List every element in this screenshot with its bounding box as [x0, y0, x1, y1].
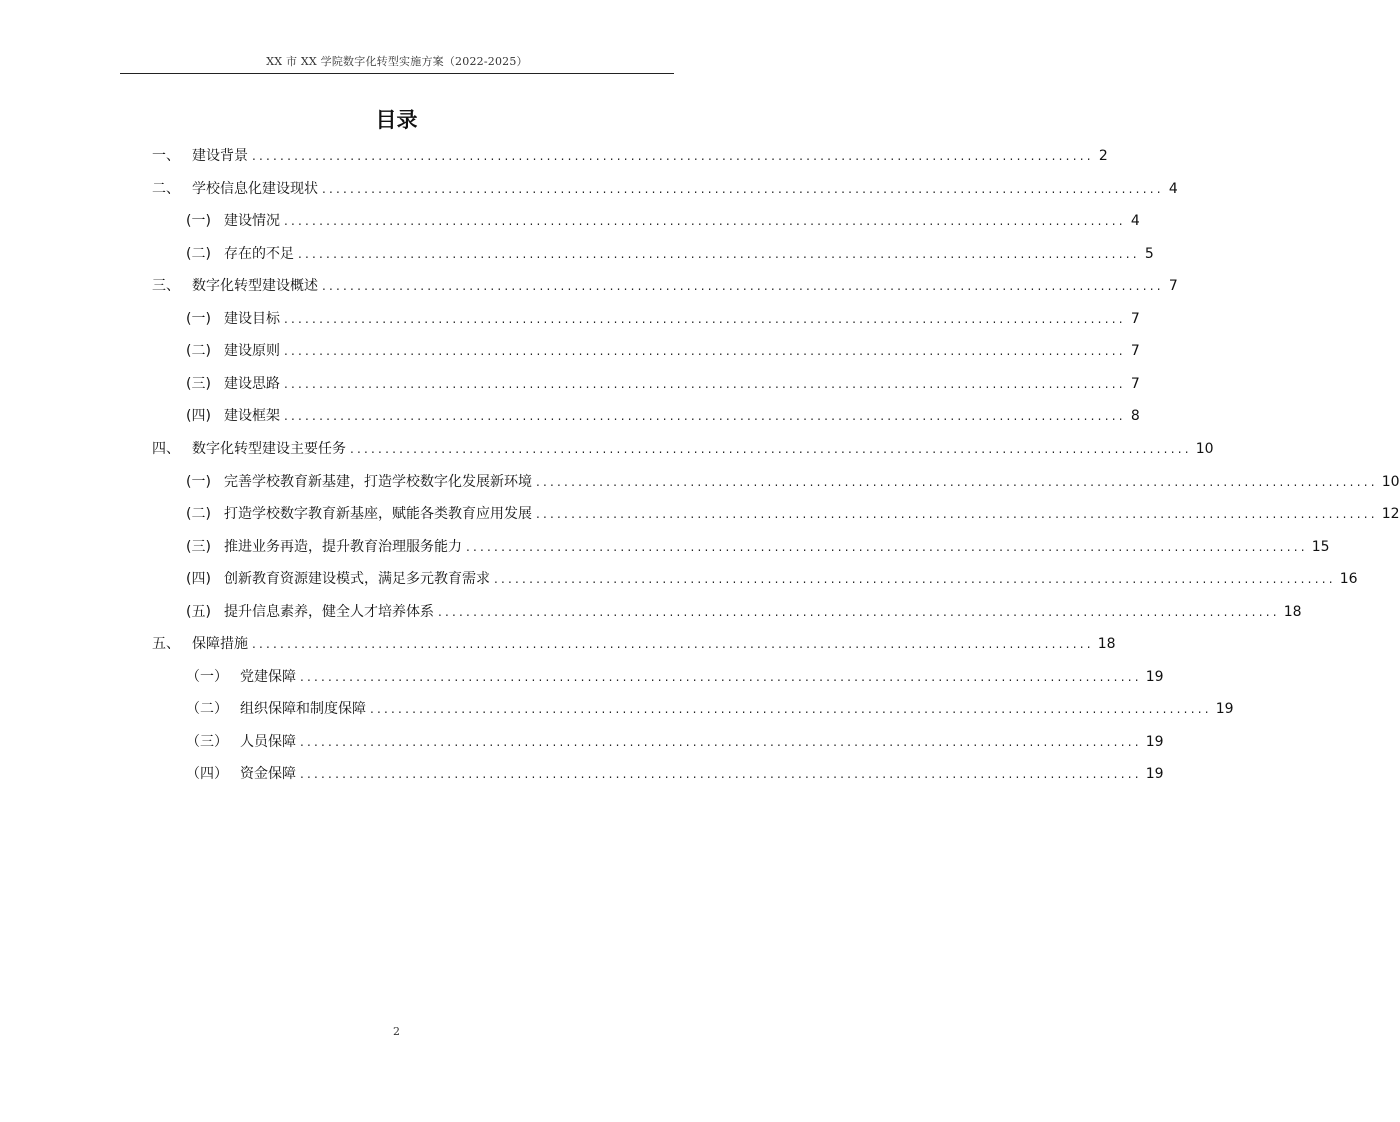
toc-entry-page: 8 [1130, 408, 1140, 425]
toc-entry[interactable] [186, 667, 1164, 687]
toc-entry[interactable] [152, 439, 1214, 459]
toc-entry-label: 建设思路 [224, 375, 280, 392]
toc-entry[interactable] [152, 179, 1178, 199]
toc-entry-number: 三、 [152, 278, 180, 295]
toc-entry-label: 存在的不足 [224, 245, 294, 262]
toc-dot-leader: ........................................................................................................................ [466, 539, 1308, 554]
toc-dot-leader: ........................................................................................................................ [370, 702, 1212, 717]
toc-entry-label: 组织保障和制度保障 [240, 701, 366, 718]
toc-entry-page: 15 [1311, 538, 1330, 555]
toc-entry-page: 16 [1339, 571, 1358, 588]
toc-dot-leader: ........................................................................................................................ [300, 734, 1142, 749]
toc-entry-label: 数字化转型建设概述 [192, 278, 318, 295]
toc-entry-page: 7 [1130, 375, 1140, 392]
toc-entry-number: (二) [186, 506, 211, 523]
toc-dot-leader: ........................................................................................................................ [536, 474, 1378, 489]
toc-entry-label: 人员保障 [240, 733, 296, 750]
toc-entry-page: 19 [1145, 668, 1164, 685]
toc-entry-number: (一) [186, 213, 211, 230]
toc-entry-page: 18 [1283, 603, 1302, 620]
toc-dot-leader: ........................................................................................................................ [494, 572, 1336, 587]
toc-entry[interactable] [186, 504, 1400, 524]
header-divider [120, 73, 674, 74]
toc-dot-leader: ........................................................................................................................ [350, 441, 1192, 456]
toc-dot-leader: ........................................................................................................................ [284, 376, 1126, 391]
toc-entry[interactable] [186, 406, 1140, 426]
toc-entry-label: 建设原则 [224, 343, 280, 360]
toc-entry-number: (四) [186, 408, 211, 425]
toc-dot-leader: ........................................................................................................................ [284, 214, 1126, 229]
toc-entry[interactable] [186, 732, 1164, 752]
toc-entry[interactable] [186, 764, 1164, 784]
toc-entry[interactable] [186, 341, 1140, 361]
toc-dot-leader: ........................................................................................................................ [322, 279, 1164, 294]
toc-entry[interactable] [186, 699, 1234, 719]
toc-entry-number: (四) [186, 571, 211, 588]
toc-dot-leader: ........................................................................................................................ [298, 246, 1140, 261]
toc-entry[interactable] [186, 569, 1358, 589]
toc-entry-number: (二) [186, 245, 211, 262]
toc-entry-number: （一） [186, 668, 228, 685]
toc-entry-page: 4 [1130, 213, 1140, 230]
toc-entry-page: 12 [1381, 506, 1400, 523]
toc-entry-number: (三) [186, 375, 211, 392]
toc-dot-leader: ........................................................................................................................ [438, 604, 1280, 619]
toc-entry-page: 2 [1098, 148, 1108, 164]
toc-entry-number: 一、 [152, 148, 180, 164]
toc-entry[interactable] [186, 211, 1140, 231]
toc-entry-number: 五、 [152, 636, 180, 653]
toc-dot-leader: ........................................................................................................................ [252, 149, 1094, 163]
toc-entry[interactable] [186, 472, 1400, 492]
toc-entry-label: 党建保障 [240, 668, 296, 685]
toc-dot-leader: ........................................................................................................................ [284, 311, 1126, 326]
toc-entry-page: 10 [1195, 440, 1214, 457]
toc-entry[interactable] [152, 146, 1108, 166]
toc-entry-label: 推进业务再造，提升教育治理服务能力 [224, 538, 462, 555]
toc-entry[interactable] [186, 374, 1140, 394]
toc-entry-page: 19 [1215, 701, 1234, 718]
toc-entry-label: 资金保障 [240, 766, 296, 783]
toc-dot-leader: ........................................................................................................................ [284, 344, 1126, 359]
toc-dot-leader: ........................................................................................................................ [300, 767, 1142, 782]
toc-entry-number: (三) [186, 538, 211, 555]
toc-entry-number: 四、 [152, 440, 180, 457]
toc-entry-number: 二、 [152, 180, 180, 197]
toc-entry-label: 建设目标 [224, 310, 280, 327]
toc-entry-page: 5 [1144, 245, 1154, 262]
toc-entry-page: 19 [1145, 766, 1164, 783]
toc-entry-page: 7 [1168, 278, 1178, 295]
toc-entry-label: 学校信息化建设现状 [192, 180, 318, 197]
toc-dot-leader: ........................................................................................................................ [252, 637, 1094, 652]
toc-entry-label: 打造学校数字教育新基座，赋能各类教育应用发展 [224, 506, 532, 523]
running-header: XX 市 XX 学院数字化转型实施方案（2022-2025） [266, 55, 528, 68]
toc-entry[interactable] [152, 634, 1116, 654]
toc-entry-number: （三） [186, 733, 228, 750]
toc-title: 目录 [375, 108, 418, 132]
toc-entry-label: 建设背景 [192, 148, 248, 164]
toc-entry-page: 7 [1130, 310, 1140, 327]
toc-entry-number: （二） [186, 701, 228, 718]
toc-dot-leader: ........................................................................................................................ [536, 507, 1378, 522]
toc-entry-label: 建设情况 [224, 213, 280, 230]
toc-dot-leader: ........................................................................................................................ [322, 181, 1164, 196]
toc-entry[interactable] [186, 537, 1330, 557]
toc-dot-leader: ........................................................................................................................ [284, 409, 1126, 424]
toc-entry-number: (二) [186, 343, 211, 360]
toc-entry-page: 4 [1168, 180, 1178, 197]
toc-entry-label: 提升信息素养，健全人才培养体系 [224, 603, 434, 620]
toc-entry-number: (五) [186, 603, 211, 620]
toc-entry[interactable] [186, 602, 1302, 622]
toc-entry-page: 10 [1381, 473, 1400, 490]
toc-entry[interactable] [186, 244, 1154, 264]
toc-entry-number: （四） [186, 766, 228, 783]
toc-entry-label: 完善学校教育新基建，打造学校数字化发展新环境 [224, 473, 532, 490]
toc-dot-leader: ........................................................................................................................ [300, 669, 1142, 684]
toc-entry-label: 数字化转型建设主要任务 [192, 440, 346, 457]
toc-entry[interactable] [186, 309, 1140, 329]
toc-entry[interactable] [152, 276, 1178, 296]
toc-entry-label: 创新教育资源建设模式，满足多元教育需求 [224, 571, 490, 588]
page-number: 2 [393, 1025, 400, 1038]
toc-entry-number: (一) [186, 310, 211, 327]
toc-entry-page: 7 [1130, 343, 1140, 360]
toc-entry-page: 18 [1097, 636, 1116, 653]
toc-entry-page: 19 [1145, 733, 1164, 750]
toc-entry-number: (一) [186, 473, 211, 490]
toc-entry-label: 保障措施 [192, 636, 248, 653]
toc-entry-label: 建设框架 [224, 408, 280, 425]
